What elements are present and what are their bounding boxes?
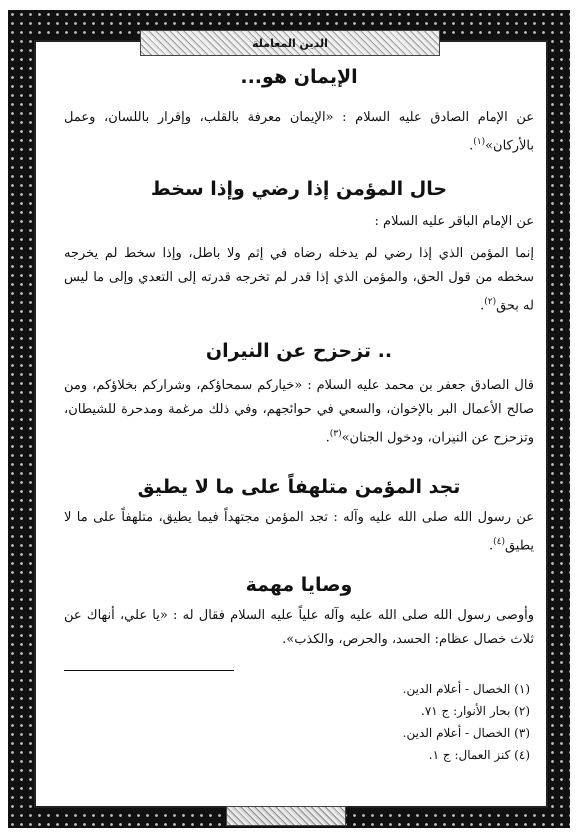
- section-title: الإيمان هو...: [240, 66, 358, 88]
- footnote-ref: (٢): [484, 297, 497, 307]
- section-text: إنما المؤمن الذي إذا رضي لم يدخله رضاه في إثم ولا باطل، وإذا سخط لم يخرجه سخطه من قول الحق، والمؤمن الذي إذا قدر لم تخرجه قدرته إلى التعدي وإلى ما ليس له بحق$^{(٢)}$.: [64, 246, 534, 314]
- footnote-item: (٣) الخصال - أعلام الدين.: [402, 726, 530, 740]
- section-text: عن رسول الله صلى الله عليه وآله : تجد المؤمن مجتهداً فيما يطيق، متلهفاً على ما لا يطيق$^{(٤)}$.: [64, 510, 534, 554]
- footnote-ref: (٤): [493, 537, 505, 547]
- section-text: وأوصى رسول الله صلى الله عليه وآله علياً عليه السلام فقال له : «يا علي، أنهاك عن ثلاث خصال عظام: الحسد، والحرص، والكذب».: [64, 608, 534, 647]
- footnote-item: (٢) بحار الأنوار: ج ٧١.: [421, 704, 530, 718]
- section-intro: عن الإمام الباقر عليه السلام :: [374, 214, 534, 229]
- section-title: حال المؤمن إذا رضي وإذا سخط: [150, 178, 448, 200]
- header-banner: [140, 30, 440, 56]
- footnote-ref: (٣): [329, 429, 342, 439]
- section-title: .. تزحزح عن النيران: [205, 340, 393, 362]
- header-title: الدين المعاملة: [252, 36, 328, 50]
- section-title: وصايا مهمة: [245, 574, 353, 596]
- section-text: عن الإمام الصادق عليه السلام : «الإيمان معرفة بالقلب، وإقرار باللسان، وعمل بالأركان»$^{(١)}$.: [64, 110, 534, 154]
- footnote-item: (٤) كنز العمال: ج ١.: [428, 748, 530, 762]
- section-title: تجد المؤمن متلهفاً على ما لا يطيق: [137, 476, 461, 498]
- footnote-item: (١) الخصال - أعلام الدين.: [402, 682, 530, 696]
- section-text: قال الصادق جعفر بن محمد عليه السلام : «خياركم سمحاؤكم، وشراركم بخلاؤكم، ومن صالح الأعمال البر بالإخوان، والسعي في حوائجهم، وفي ذلك مرغمة ومدحرة للشيطان، وتزحزح عن النيران، ودخول الجنان»$^{(٣)}$.: [64, 378, 534, 446]
- footnote-ref: (١): [473, 137, 486, 147]
- footer-banner: [226, 806, 346, 826]
- footnote-divider: [64, 670, 234, 671]
